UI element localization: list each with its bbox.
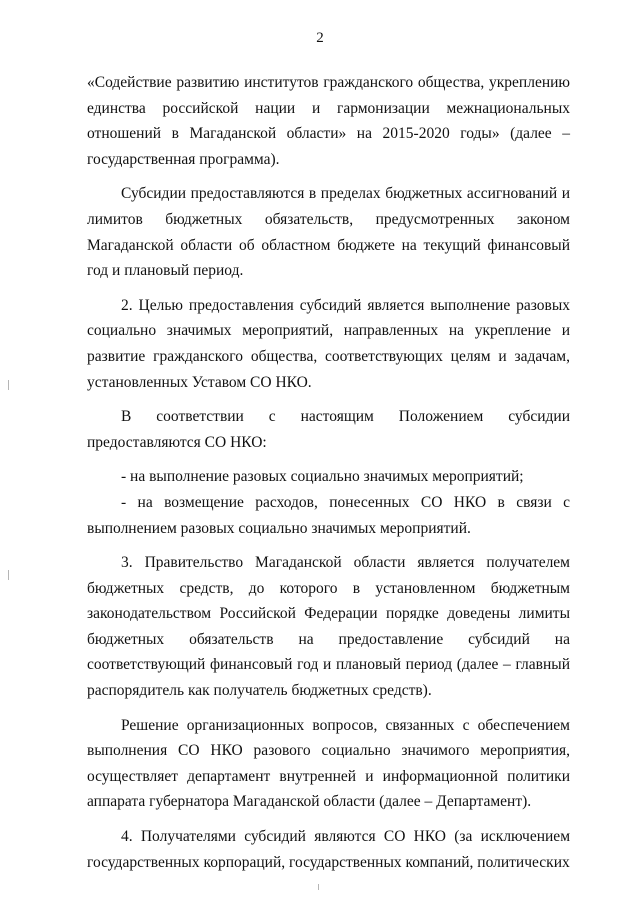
list-item-events: - на выполнение разовых социально значимых мероприятий; [121,468,524,486]
list-item-reimbursement: - на возмещение расходов, понесенных СО НКО в связи с выполнением разовых социально значимых мероприятий. [87,493,570,537]
paragraph-item-4-recipients: 4. Получателями субсидий являются СО НКО (за исключением государственных корпораций, государственных компаний, политических [87,828,570,871]
scan-mark-left-upper [8,380,9,390]
page-number: 2 [316,30,324,46]
paragraph-subsidy-provision: В соответствии с настоящим Положением субсидии предоставляются СО НКО: [87,408,570,451]
document-body [87,70,570,884]
paragraph-item-3-government: 3. Правительство Магаданской области является получателем бюджетных средств, до которого в установленном бюджетным законодательством Российской Федерации порядке доведены лимиты бюджетных обязательств на предоставление субсидий на соответствующий финансовый год и плановый период (далее – главный распорядитель как получатель бюджетных средств). [87,554,570,700]
paragraph-subsidy-limits: Субсидии предоставляются в пределах бюджетных ассигнований и лимитов бюджетных обязательств, предусмотренных законом Магаданской области об областном бюджете на текущий финансовый год и плановый период. [87,185,570,280]
paragraph-item-2-purpose: 2. Целью предоставления субсидий является выполнение разовых социально значимых мероприятий, направленных на укрепление и развитие гражданского общества, соответствующих целям и задачам, установленных Уставом СО НКО. [87,296,570,391]
paragraph-department: Решение организационных вопросов, связанных с обеспечением выполнения СО НКО разового социально значимого мероприятия, осуществляет департамент внутренней и информационной политики аппарата губернатора Магаданской области (далее – Департамент). [87,716,570,811]
scan-mark-bottom [318,884,319,890]
scan-mark-left-lower [8,570,9,580]
paragraph-program-title: «Содействие развитию институтов гражданского общества, укреплению единства российской нации и гармонизации межнациональных отношений в Магаданской области» на 2015-2020 годы» (далее – государственная программа). [87,74,570,168]
